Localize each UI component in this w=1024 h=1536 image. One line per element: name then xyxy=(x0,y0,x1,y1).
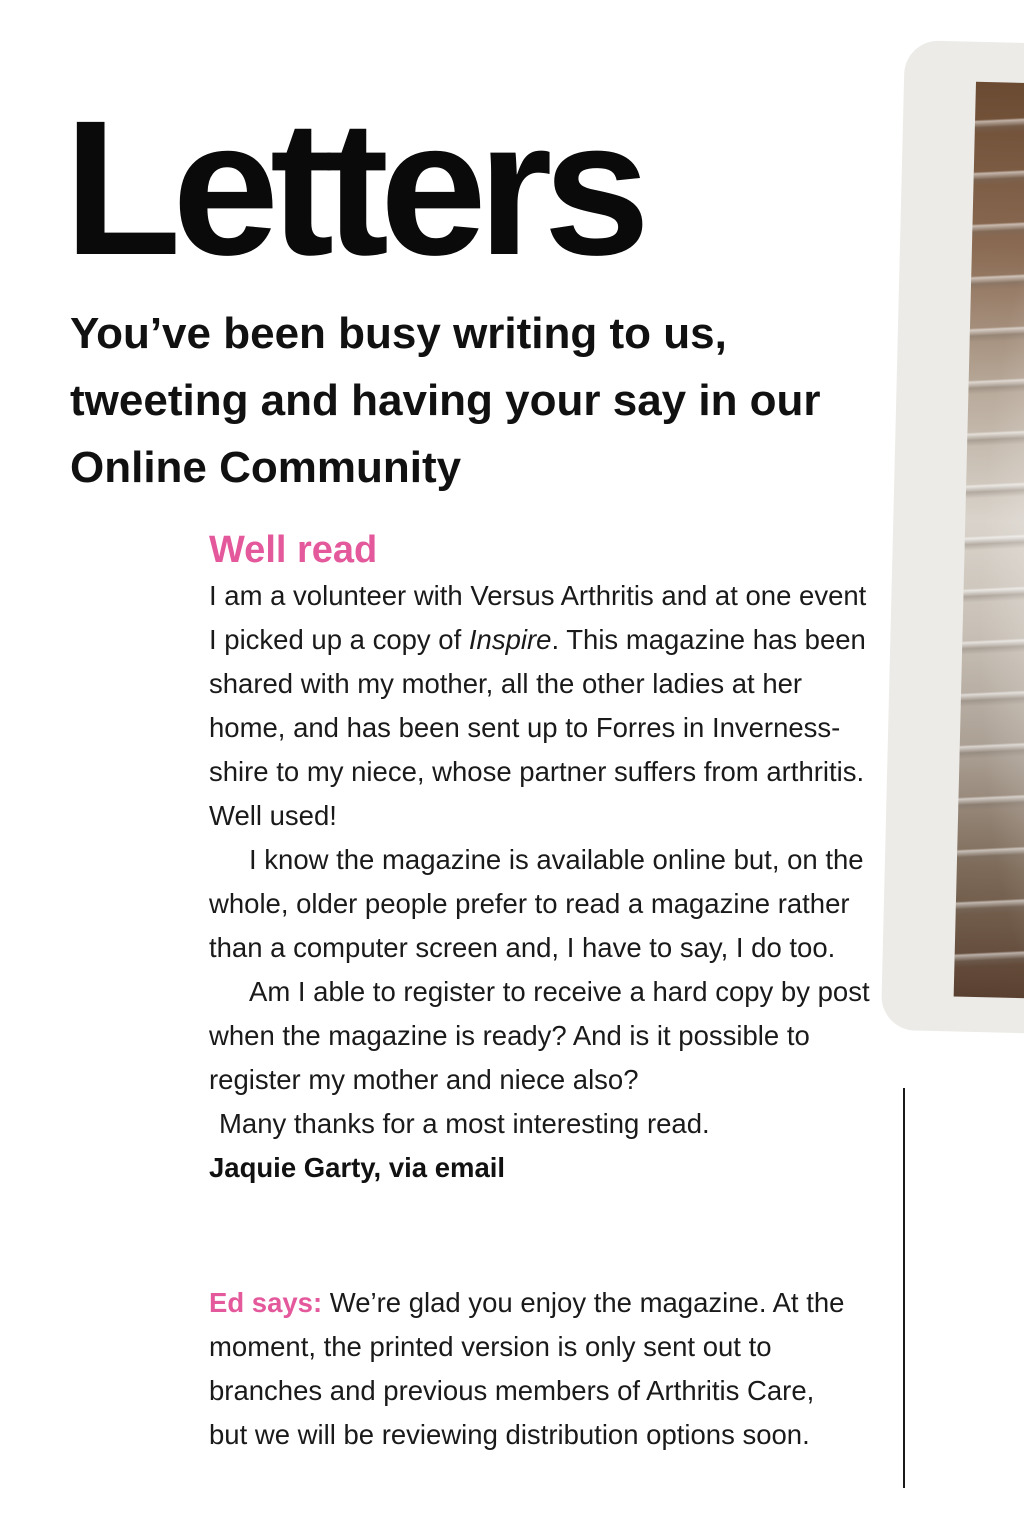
editor-reply xyxy=(209,1281,849,1457)
newspaper-photo-frame xyxy=(881,40,1024,1035)
letter-heading: Well read xyxy=(209,529,378,571)
letter-paragraph-1 xyxy=(209,574,879,838)
standfirst: You’ve been busy writing to us, tweeting and having your say in our Online Community xyxy=(70,309,821,492)
letter-well-read xyxy=(209,526,879,1190)
page-title: Letters xyxy=(64,80,642,295)
letter-paragraph-2: I know the magazine is available online but, on the whole, older people prefer to read a magazine rather than a computer screen and, I have to say, I do too. xyxy=(209,844,864,963)
letter-paragraph-4: Many thanks for a most interesting read. xyxy=(219,1108,710,1139)
letter-paragraph-1-start: I am a volunteer with Versus Arthritis and at one event I picked up a copy of xyxy=(209,580,867,655)
editor-reply-text: We’re glad you enjoy the magazine. At the moment, the printed version is only sent out to branches and previous members of Arthritis Care, but we will be reviewing distribution options soon. xyxy=(209,1287,845,1450)
editor-label: Ed says: xyxy=(209,1287,323,1318)
letter-body xyxy=(209,574,879,1190)
column-divider xyxy=(903,1088,905,1488)
magazine-title: Inspire xyxy=(468,624,552,655)
letter-paragraph-1-end: . This magazine has been shared with my mother, all the other ladies at her home, and has been sent up to Forres in Inverness-shire to my niece, whose partner suffers from arthritis. Well used! xyxy=(209,624,866,831)
letter-signature: Jaquie Garty, via email xyxy=(209,1152,506,1183)
newspaper-stack-image xyxy=(954,82,1024,1000)
letter-paragraph-3: Am I able to register to receive a hard copy by post when the magazine is ready? And is it possible to register my mother and niece also? xyxy=(209,976,870,1095)
